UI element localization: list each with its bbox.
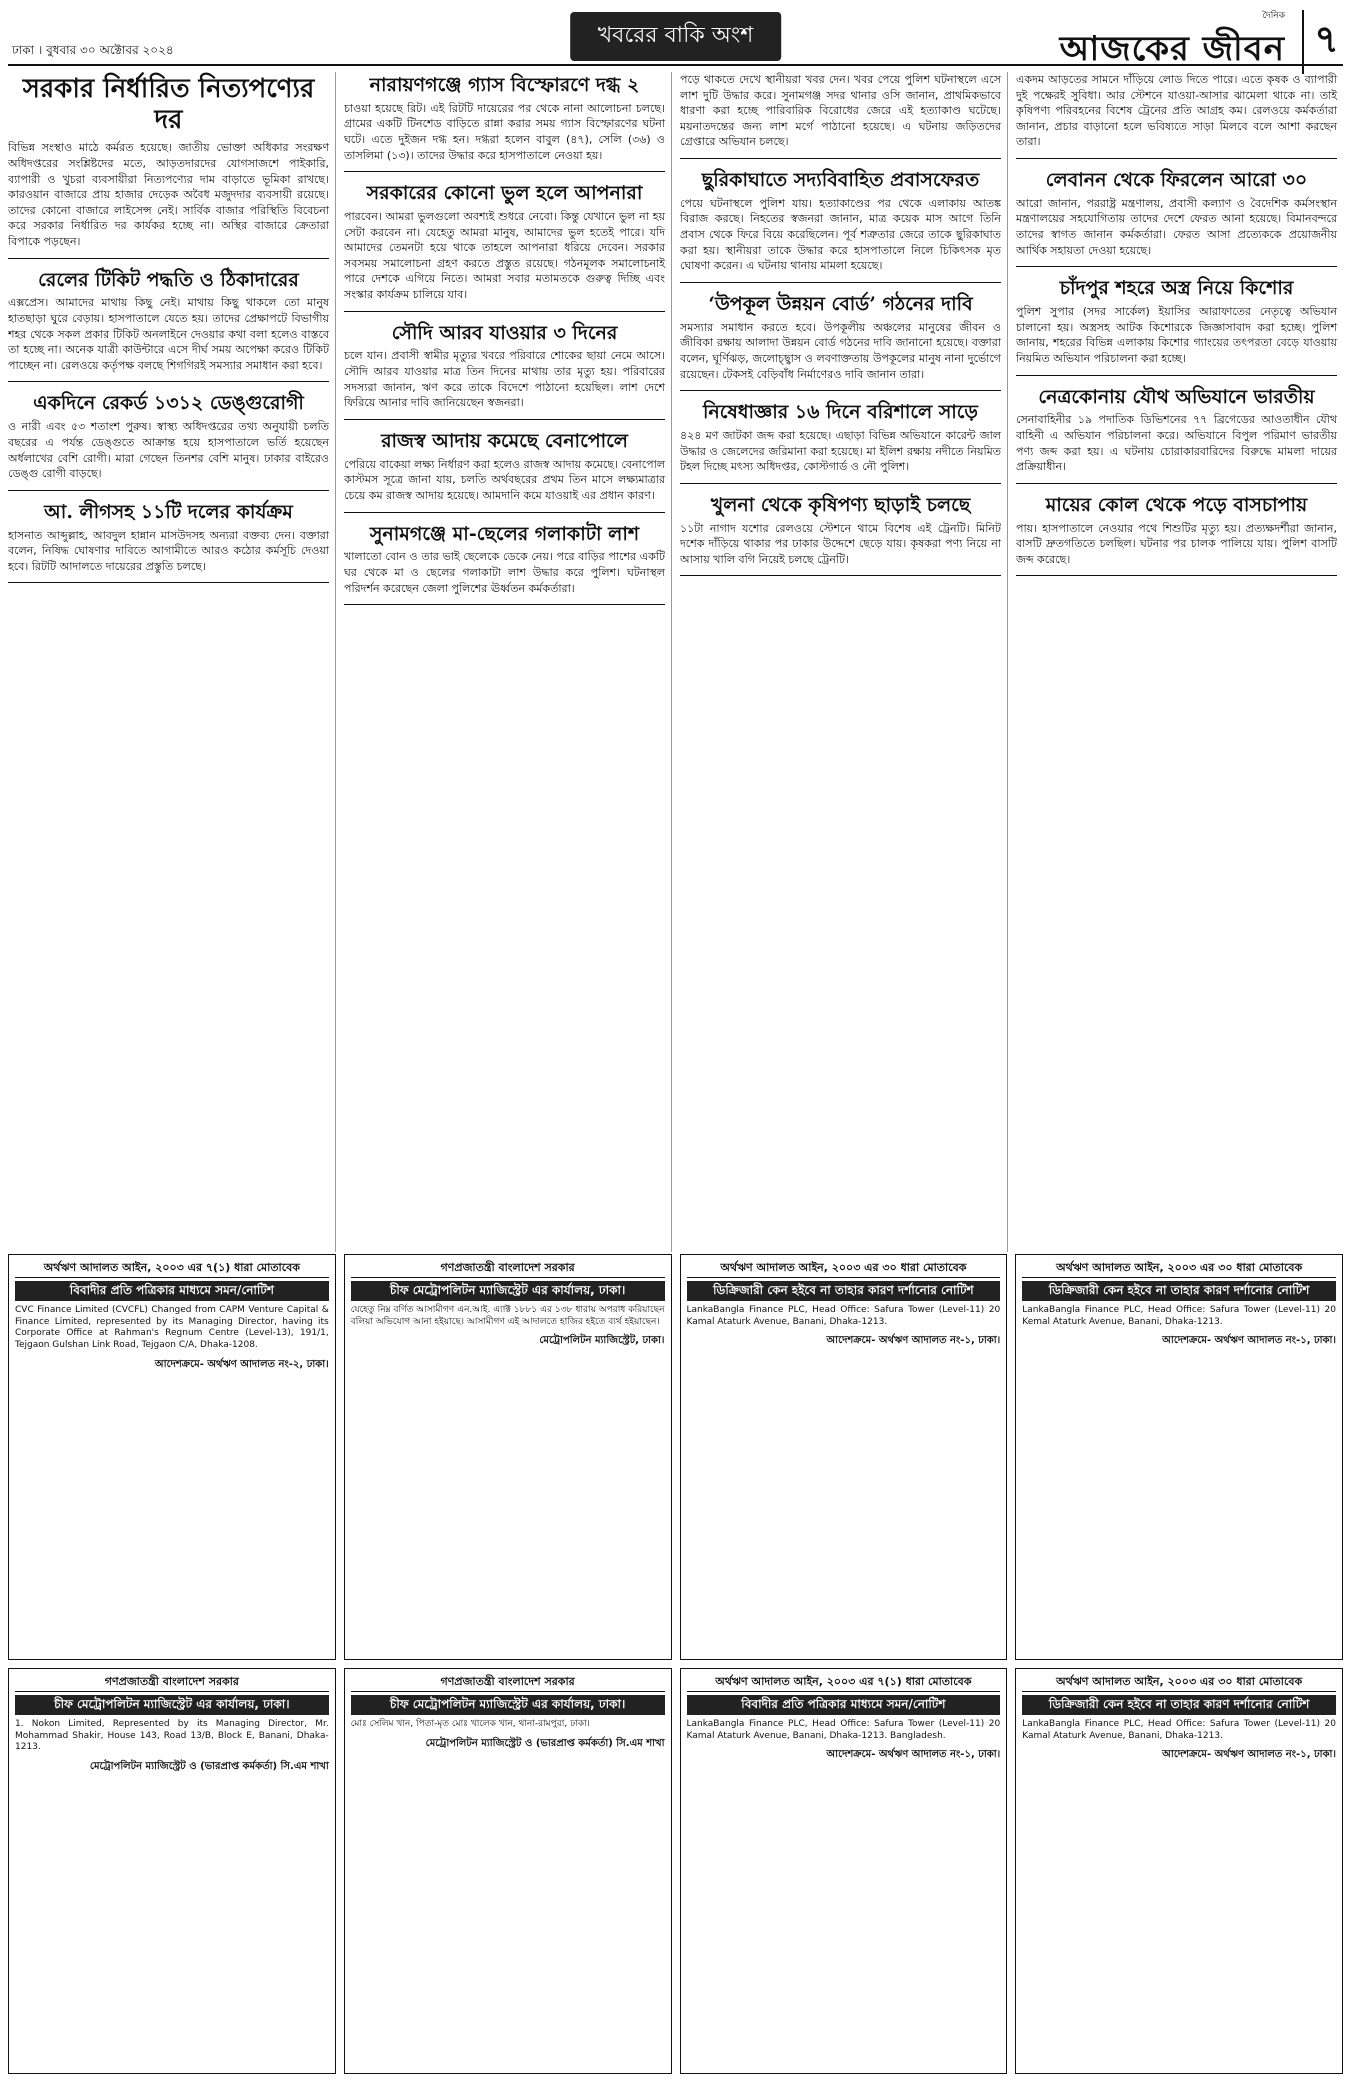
section-banner: খবরের বাকি অংশ xyxy=(570,12,782,61)
notice-body: LankaBangla Finance PLC, Head Office: Safura Tower (Level-11) 20 Kemal Ataturk Avenue, Banani, Dhaka-1213. xyxy=(1022,1304,1336,1327)
article-headline: সরকারের কোনো ভুল হলে আপনারা xyxy=(366,182,643,205)
article-body: সেনাবাহিনীর ১৯ পদাতিক ডিভিশনের ৭৭ ব্রিগেডের আওতাধীন যৌথ বাহিনী এ অভিযান পরিচালনা করে। অভিযানে বিপুল পরিমাণ ভারতীয় পণ্য জব্দ করা হয়। এ ঘটনায় চোরাকারবারিদের বিরুদ্ধে মামলা দায়ের প্রক্রিয়াধীন। xyxy=(1016,413,1337,474)
notice-header: অর্থঋণ আদালত আইন, ২০০৩ এর ৩০ ধারা মোতাবেক xyxy=(1022,1261,1336,1278)
notice-body: মোঃ সেলিম খান, পিতা-মৃত মোঃ খালেক খান, থানা-রামপুরা, ঢাকা। xyxy=(350,1718,590,1729)
news-article xyxy=(680,167,1001,274)
news-article xyxy=(1016,492,1337,568)
article-divider xyxy=(680,483,1001,484)
notice-header: গণপ্রজাতন্ত্রী বাংলাদেশ সরকার xyxy=(15,1675,329,1692)
article-divider xyxy=(8,582,329,583)
news-column-4 xyxy=(1016,72,1343,1252)
news-column-1 xyxy=(8,72,336,1252)
notice-body: LankaBangla Finance PLC, Head Office: Safura Tower (Level-11) 20 Kamal Ataturk Avenue, Banani, Dhaka-1213. xyxy=(1022,1718,1336,1741)
news-column-2 xyxy=(344,72,672,1252)
article-divider xyxy=(8,258,329,259)
news-article xyxy=(344,72,665,163)
article-divider xyxy=(1016,483,1337,484)
article-divider xyxy=(1016,575,1337,576)
news-article xyxy=(344,428,665,504)
article-headline: ছুরিকাঘাতে সদ্যবিবাহিত প্রবাসফেরত xyxy=(701,169,980,192)
legal-notice xyxy=(680,1668,1008,2074)
masthead xyxy=(8,6,1343,69)
article-divider xyxy=(1016,375,1337,376)
article-headline: আ. লীগসহ ১১টি দলের কার্যক্রম xyxy=(44,500,293,523)
article-body: একদম আড়তের সামনে দাঁড়িয়ে লোড দিতে পারে। এতে কৃষক ও ব্যাপারী দুই পক্ষেরই সুবিধা। আর স্টেশনে যাওয়া-আসার ঝামেলা থাকে না। তাই কৃষিপণ্য পরিবহনের বিশেষ ট্রেনের প্রতি আগ্রহ কম। রেলওয়ে কর্মকর্তারা জানান, প্রচার বাড়ানো হলে ভবিষ্যতে সাড়া মিলবে বলে আশা করছেন তারা। xyxy=(1016,73,1337,149)
legal-notice xyxy=(344,1254,672,1660)
article-divider xyxy=(680,282,1001,283)
news-article xyxy=(1016,384,1337,475)
article-body: বিভিন্ন সংস্থাও মাঠে কর্মরত হয়েছে। জাতীয় ভোক্তা অধিকার সংরক্ষণ অধিদপ্তরের সংশ্লিষ্টদের মতে, আড়তদারদের যোগসাজশে পাইকারি, ব্যাপারী ও খুচরা ব্যবসায়ীরা নিত্যপণ্যের দাম বাড়াতে ভূমিকা রাখছে। কারওয়ান বাজারে প্রায় হাজার দেড়েক অবৈধ মজুদদার ব্যবসায়ী রয়েছে। তাদের কোনো বাজারে লাইসেন্স নেই। সার্বিক বাজার পরিস্থিতি বিবেচনা করে সরকার নির্ধারিত দর কার্যকর হচ্ছে না। অস্থির বাজারে ক্রেতারা বিপাকে পড়ছেন। xyxy=(8,141,329,249)
news-article xyxy=(680,492,1001,568)
page-number: ৭ xyxy=(1302,10,1339,74)
notice-subtitle: চীফ মেট্রোপলিটন ম্যাজিস্ট্রেট এর কার্যালয়, ঢাকা। xyxy=(351,1281,665,1301)
paper-logo xyxy=(1060,8,1285,80)
legal-notice xyxy=(1015,1254,1343,1660)
article-headline: নারায়ণগঞ্জে গ্যাস বিস্ফোরণে দগ্ধ ২ xyxy=(369,74,640,96)
article-headline: খুলনা থেকে কৃষিপণ্য ছাড়াই চলছে xyxy=(710,493,971,516)
article-headline: লেবানন থেকে ফিরলেন আরো ৩০ xyxy=(1045,169,1308,192)
news-article xyxy=(680,291,1001,382)
notice-footer: মেট্রোপলিটন ম্যাজিস্ট্রেট ও (ভারপ্রাপ্ত কর্মকর্তা) সি.এম শাখা xyxy=(89,1760,329,1772)
article-headline: রেলের টিকিট পদ্ধতি ও ঠিকাদারের xyxy=(38,268,299,291)
legal-notice xyxy=(344,1668,672,2074)
notice-subtitle: চীফ মেট্রোপলিটন ম্যাজিস্ট্রেট এর কার্যালয়, ঢাকা। xyxy=(351,1695,665,1715)
dateline: ঢাকা । বুধবার ৩০ অক্টোবর ২০২৪ xyxy=(12,43,174,57)
article-divider xyxy=(344,512,665,513)
notice-subtitle: ডিক্রিজারী কেন হইবে না তাহার কারণ দর্শানোর নোটিশ xyxy=(1022,1281,1336,1301)
notice-footer: মেট্রোপলিটন ম্যাজিস্ট্রেট ও (ভারপ্রাপ্ত কর্মকর্তা) সি.এম শাখা xyxy=(425,1737,665,1749)
article-headline: রাজস্ব আদায় কমেছে বেনাপোলে xyxy=(381,429,628,452)
legal-notice xyxy=(1015,1668,1343,2074)
article-headline: নেত্রকোনায় যৌথ অভিযানে ভারতীয় xyxy=(1038,385,1315,408)
notice-footer: মেট্রোপলিটন ম্যাজিস্ট্রেট, ঢাকা। xyxy=(539,1335,665,1347)
news-article xyxy=(8,72,329,250)
article-body: ১১টা নাগাদ যশোর রেলওয়ে স্টেশনে থামে বিশেষ এই ট্রেনটি। মিনিট দশেক দাঁড়িয়ে থাকার পর ঢাকার উদ্দেশে ছেড়ে যায়। কৃষকরা পণ্য নিয়ে না আসায় খালি বগি নিয়েই চলছে ট্রেনটি। xyxy=(680,521,1001,566)
notice-header: অর্থঋণ আদালত আইন, ২০০৩ এর ৩০ ধারা মোতাবেক xyxy=(687,1261,1001,1278)
news-article xyxy=(344,320,665,411)
article-divider xyxy=(344,419,665,420)
notice-footer: আদেশক্রমে- অর্থঋণ আদালত নং-১, ঢাকা। xyxy=(826,1335,1001,1347)
notice-body: LankaBangla Finance PLC, Head Office: Safura Tower (Level-11) 20 Kamal Ataturk Avenue, Banani, Dhaka-1213. Bangladesh. xyxy=(686,1718,1001,1741)
notice-footer: আদেশক্রমে- অর্থঋণ আদালত নং-১, ঢাকা। xyxy=(1162,1749,1336,1761)
article-body: পেয়ে ঘটনাস্থলে পুলিশ যায়। হত্যাকাণ্ডের পর থেকে এলাকায় আতঙ্ক বিরাজ করছে। নিহতের স্বজনরা জানান, মাত্র কয়েক মাস আগে তিনি প্রবাস থেকে ফিরে বিয়ে করেছিলেন। পূর্ব শত্রুতার জেরে তাকে ছুরিকাঘাত করা হয়। স্থানীয়রা তাকে উদ্ধার করে হাসপাতালে নিলে চিকিৎসক মৃত ঘোষণা করেন। এ ঘটনায় থানায় মামলা হয়েছে। xyxy=(680,196,1001,273)
notice-body: যেহেতু নিম্ন বর্ণিত আসামীগণ এন.আই. এ্যাক্ট ১৮৮১ এর ১৩৮ ধারায় অপরাধ করিয়াছেন বলিয়া অভিযোগ আনা হইয়াছে। আসামীগণ এই আদালতে হাজির হইতে ব্যর্থ হইয়াছেন। xyxy=(350,1304,665,1327)
notice-header: গণপ্রজাতন্ত্রী বাংলাদেশ সরকার xyxy=(351,1675,665,1692)
article-body: পড়ে থাকতে দেখে স্থানীয়রা খবর দেন। খবর পেয়ে পুলিশ ঘটনাস্থলে এসে লাশ দুটি উদ্ধার করে। সুনামগঞ্জ সদর থানার ওসি জানান, প্রাথমিকভাবে ধারণা করা হচ্ছে পারিবারিক বিরোধের জেরে এই হত্যাকাণ্ড ঘটেছে। ময়নাতদন্তের জন্য লাশ মর্গে পাঠানো হয়েছে। এ ঘটনায় জড়িতদের গ্রেপ্তারে অভিযান চলছে। xyxy=(680,73,1001,149)
notice-subtitle: ডিক্রিজারী কেন হইবে না তাহার কারণ দর্শানোর নোটিশ xyxy=(687,1281,1001,1301)
legal-notice xyxy=(8,1254,336,1660)
news-article xyxy=(344,521,665,597)
article-divider xyxy=(1016,266,1337,267)
paper-tag: দৈনিক xyxy=(1262,11,1285,21)
news-article xyxy=(8,390,329,481)
news-article xyxy=(1016,275,1337,366)
news-article xyxy=(344,180,665,302)
article-body: আরো জানান, পররাষ্ট্র মন্ত্রণালয়, প্রবাসী কল্যাণ ও বৈদেশিক কর্মসংস্থান মন্ত্রণালয়ের সহযোগিতায় তাদের দেশে ফেরত আনা হয়েছে। বিমানবন্দরে তাদের স্বাগত জানান কর্মকর্তারা। ফেরত আসা প্রত্যেককে প্রয়োজনীয় আর্থিক সহায়তা দেওয়া হয়েছে। xyxy=(1016,196,1337,257)
paper-name: আজকের জীবন xyxy=(1059,29,1285,69)
article-divider xyxy=(680,390,1001,391)
article-body: পুলিশ সুপার (সদর সার্কেল) ইয়াসির আরাফাতের নেতৃত্বে অভিযান চালানো হয়। অস্ত্রসহ আটক কিশোরকে জিজ্ঞাসাবাদ করা হচ্ছে। পুলিশ জানায়, শহরের বিভিন্ন এলাকায় কিশোর গ্যাংয়ের তৎপরতা বেড়ে যাওয়ায় নিয়মিত অভিযান পরিচালনা করা হচ্ছে। xyxy=(1016,305,1337,365)
news-article xyxy=(1016,167,1337,258)
article-headline: নিষেধাজ্ঞার ১৬ দিনে বরিশালে সাড়ে xyxy=(703,401,978,424)
article-divider xyxy=(8,490,329,491)
notice-header: গণপ্রজাতন্ত্রী বাংলাদেশ সরকার xyxy=(351,1261,665,1278)
article-headline: সরকার নির্ধারিত নিত্যপণ্যের দর xyxy=(22,74,315,136)
news-article xyxy=(8,267,329,374)
article-headline: চাঁদপুর শহরে অস্ত্র নিয়ে কিশোর xyxy=(1059,277,1294,300)
notice-subtitle: চীফ মেট্রোপলিটন ম্যাজিস্ট্রেট এর কার্যালয়, ঢাকা। xyxy=(15,1695,329,1715)
notice-body: 1. Nokon Limited, Represented by its Managing Director, Mr. Mohammad Shakir, House 143, Road 13/B, Block E, Banani, Dhaka-1213. xyxy=(15,1718,329,1753)
article-divider xyxy=(680,575,1001,576)
article-body: ৪২৪ মণ জাটকা জব্দ করা হয়েছে। এছাড়া বিভিন্ন অভিযানে কারেন্ট জাল উদ্ধার ও জেলেদের জরিমানা করা হয়েছে। মা ইলিশ রক্ষায় নদীতে নিয়মিত টহল দিচ্ছে মৎস্য অধিদপ্তর, কোস্টগার্ড ও নৌ পুলিশ। xyxy=(680,428,1001,474)
article-headline: সৌদি আরব যাওয়ার ৩ দিনের xyxy=(391,321,618,344)
article-body: চলে যান। প্রবাসী স্বামীর মৃত্যুর খবরে পরিবারে শোকের ছায়া নেমে আসে। সৌদি আরব যাওয়ার মাত্র তিন দিনের মাথায় তার মৃত্যু হয়। পরিবারের সদস্যরা জানান, ঋণ করে তাকে বিদেশে পাঠানো হয়েছিল। লাশ দেশে ফিরিয়ে আনার দাবি জানিয়েছেন স্বজনরা। xyxy=(344,349,665,410)
article-divider xyxy=(8,381,329,382)
article-headline: সুনামগঞ্জে মা-ছেলের গলাকাটা লাশ xyxy=(369,522,640,545)
article-headline: একদিনে রেকর্ড ১৩১২ ডেঙ্গুরোগী xyxy=(33,392,304,415)
article-divider xyxy=(344,171,665,172)
notice-body: CVC Finance Limited (CVCFL) Changed from CAPM Venture Capital & Finance Limited, represented by its Managing Director, having its Corporate Office at Rahman's Regnum Centre (Level-13), 191/1, Tejgaon Gulshan Link Road, Tejgaon C/A, Dhaka-1208. xyxy=(15,1304,329,1350)
article-headline: মায়ের কোল থেকে পড়ে বাসচাপায় xyxy=(1045,493,1308,516)
notice-footer: আদেশক্রমে- অর্থঋণ আদালত নং-২, ঢাকা। xyxy=(154,1358,329,1370)
article-divider xyxy=(1016,158,1337,159)
news-article xyxy=(8,499,329,575)
article-body: হাসনাত আব্দুল্লাহ, আবদুল হান্নান মাসউদসহ অন্যরা বক্তব্য দেন। বক্তারা বলেন, নিষিদ্ধ ঘোষণার দাবিতে আগামীতে আরও কঠোর কর্মসূচি দেওয়া হবে। রিটটি আদালতে দায়েরের প্রস্তুতি চলছে। xyxy=(8,528,329,573)
notice-footer: আদেশক্রমে- অর্থঋণ আদালত নং-১, ঢাকা। xyxy=(826,1749,1001,1761)
notice-header: অর্থঋণ আদালত আইন, ২০০৩ এর ৭(১) ধারা মোতাবেক xyxy=(687,1675,1001,1692)
article-body: পারবেন। আমরা ভুলগুলো অবশ্যই শুধরে নেবো। কিন্তু যেখানে ভুল না হয় সেটা করবেন না। যেহেতু আমরা মানুষ, আমাদের ভুল হতেই পারে। যদি আমাদের তেমনটা হয়ে থাকে তাহলে আপনারা ধরিয়ে দেবেন। সরকার সবসময় সমালোচনা গ্রহণ করতে প্রস্তুত রয়েছে। গঠনমূলক সমালোচনাই পারে দেশকে এগিয়ে নিতে। আমরা সবার মতামতকে গুরুত্ব দিচ্ছি এবং সংস্কার কার্যক্রম চালিয়ে যাব। xyxy=(344,210,665,302)
article-body: পায়। হাসপাতালে নেওয়ার পথে শিশুটির মৃত্যু হয়। প্রত্যক্ষদর্শীরা জানান, বাসটি দ্রুতগতিতে চলছিল। ঘটনার পর চালক পালিয়ে যায়। পুলিশ বাসটি জব্দ করেছে। xyxy=(1016,521,1337,566)
legal-notices-grid xyxy=(8,1254,1343,2074)
notice-header: অর্থঋণ আদালত আইন, ২০০৩ এর ৩০ ধারা মোতাবেক xyxy=(1022,1675,1336,1692)
news-columns xyxy=(8,72,1343,1252)
legal-notice xyxy=(680,1254,1008,1660)
article-divider xyxy=(680,158,1001,159)
notice-subtitle: বিবাদীর প্রতি পত্রিকার মাধ্যমে সমন/নোটিশ xyxy=(687,1695,1001,1715)
article-body: চাওয়া হয়েছে রিট। এই রিটটি দায়েরের পর থেকে নানা আলোচনা চলছে। গ্রামের একটি টিনশেড বাড়িতে রান্না করার সময় গ্যাস বিস্ফোরণের ঘটনা ঘটে। এতে দুইজন দগ্ধ হন। দগ্ধরা হলেন বাবুল (৪৭), সেলি (৩৬) ও তাসলিমা (১৩)। তাদের উদ্ধার করে হাসপাতালে নেওয়া হয়। xyxy=(344,101,665,162)
notice-header: অর্থঋণ আদালত আইন, ২০০৩ এর ৭(১) ধারা মোতাবেক xyxy=(15,1261,329,1278)
notice-subtitle: বিবাদীর প্রতি পত্রিকার মাধ্যমে সমন/নোটিশ xyxy=(15,1281,329,1301)
article-body: খালাতো বোন ও তার ভাই ছেলেকে ডেকে নেয়। পরে বাড়ির পাশের একটি ঘর থেকে মা ও ছেলের গলাকাটা লাশ উদ্ধার করে পুলিশ। ঘটনাস্থল পরিদর্শন করেছেন জেলা পুলিশের ঊর্ধ্বতন কর্মকর্তারা। xyxy=(344,550,665,595)
article-divider xyxy=(344,311,665,312)
article-body: ও নারী এবং ৫৩ শতাংশ পুরুষ। স্বাস্থ্য অধিদপ্তরের তথ্য অনুযায়ী চলতি বছরের এ পর্যন্ত ডেঙ্গুতে আক্রান্ত হয়ে হাসপাতালে ভর্তি হয়েছেন অর্ধলাখের বেশি রোগী। মারা গেছেন তিনশর বেশি মানুষ। ঢাকার বাইরেও ডেঙ্গু রোগী বাড়ছে। xyxy=(8,420,329,481)
notice-subtitle: ডিক্রিজারী কেন হইবে না তাহার কারণ দর্শানোর নোটিশ xyxy=(1022,1695,1336,1715)
article-body: পেরিয়ে বাকেয়া লক্ষ্য নির্ধারণ করা হলেও রাজস্ব আদায় কমেছে। বেনাপোল কাস্টমস সূত্রে জানা যায়, চলতি অর্থবছরের প্রথম তিন মাসে লক্ষ্যমাত্রার চেয়ে কম রাজস্ব আদায় হয়েছে। আমদানি কমে যাওয়াই এর প্রধান কারণ। xyxy=(344,457,666,502)
notice-footer: আদেশক্রমে- অর্থঋণ আদালত নং-১, ঢাকা। xyxy=(1162,1335,1336,1347)
legal-notice xyxy=(8,1668,336,2074)
news-column-3 xyxy=(680,72,1008,1252)
article-headline: ‘উপকূল উন্নয়ন বোর্ড’ গঠনের দাবি xyxy=(708,292,973,315)
news-article xyxy=(1016,72,1337,150)
article-body: সমস্যার সমাধান করতে হবে। উপকূলীয় অঞ্চলের মানুষের জীবন ও জীবিকা রক্ষায় আলাদা উন্নয়ন বোর্ড গঠনের দাবি জানানো হয়েছে। বক্তারা বলেন, ঘূর্ণিঝড়, জলোচ্ছ্বাস ও লবণাক্ততায় উপকূলের মানুষ নানা দুর্ভোগে রয়েছেন। টেকসই বেড়িবাঁধ নির্মাণেরও দাবি জানান তারা। xyxy=(680,320,1001,381)
notice-body: LankaBangla Finance PLC, Head Office: Safura Tower (Level-11) 20 Kamal Ataturk Avenue, Banani, Dhaka-1213. xyxy=(686,1304,1001,1327)
article-divider xyxy=(344,604,665,605)
article-body: এক্সপ্রেস। আমাদের মাথায় কিছু নেই। মাথায় কিছু থাকলে তো মানুষ হাতছাড়া ঘুরে বেড়ায়। হাসপাতালে যেতে হয়। তাদের প্রেক্ষাপটে বিভাগীয় শহর থেকে সকল প্রকার টিকিট অনলাইনে দেওয়ার কথা বলা হলেও বাস্তবে তা হচ্ছে না। অনেক যাত্রী কাউন্টারে এসে দীর্ঘ সময় অপেক্ষা করেও টিকিট পাচ্ছেন না। রেলওয়ে কর্তৃপক্ষ বলছে শিগগিরই সমস্যার সমাধান করা হবে। xyxy=(8,296,329,372)
news-article xyxy=(680,399,1001,475)
news-article xyxy=(680,72,1001,150)
